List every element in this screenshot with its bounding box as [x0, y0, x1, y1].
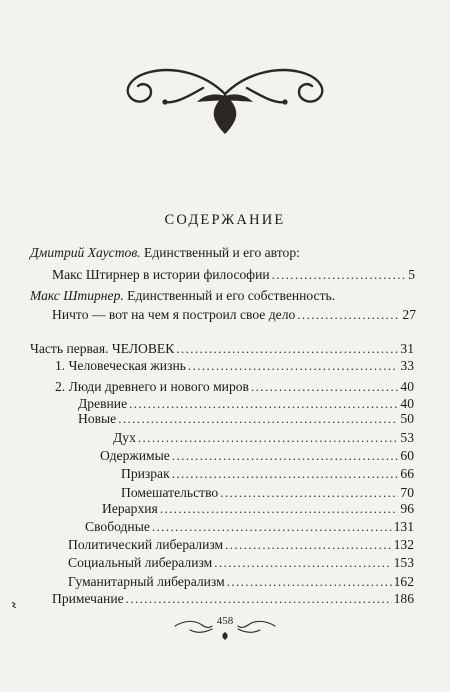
toc-entry-free	[85, 518, 414, 536]
page-number: 27	[402, 307, 416, 322]
entry-label: Часть первая. ЧЕЛОВЕК	[30, 341, 175, 356]
leader-dots	[251, 378, 398, 396]
toc-entry-spirit	[113, 429, 414, 447]
entry-label: Примечание	[52, 591, 124, 606]
page-number: 96	[400, 501, 414, 516]
toc-entry-hierarchy	[102, 500, 414, 518]
page-number: 33	[400, 358, 414, 373]
leader-dots	[227, 573, 392, 591]
page-number-footer: 458	[216, 615, 234, 627]
page-number: 31	[400, 341, 414, 356]
leader-dots	[172, 465, 399, 483]
leader-dots	[126, 590, 392, 608]
entry-label: Гуманитарный либерализм	[68, 574, 225, 589]
intro-author-2: Макс Штирнер.	[30, 288, 124, 303]
toc-entry-possessed	[100, 447, 414, 465]
page-number: 53	[400, 430, 414, 445]
leader-dots	[138, 429, 399, 447]
intro-entry-1-line1	[30, 244, 300, 262]
toc-entry-humanitarian-liberalism	[68, 573, 414, 591]
page-number: 5	[408, 267, 415, 282]
page-number: 40	[400, 379, 414, 394]
page-number: 162	[393, 574, 414, 589]
intro-entry-2	[52, 306, 416, 324]
toc-entry-chapter-2	[55, 378, 414, 396]
toc-entry-moderns	[78, 410, 414, 428]
leader-dots	[188, 357, 398, 375]
leader-dots	[225, 536, 391, 554]
page-number: 132	[393, 537, 414, 552]
intro-title-1-part1: Единственный и его автор:	[140, 245, 300, 260]
page-number: 66	[400, 466, 414, 481]
entry-label: Помешательство	[121, 485, 219, 500]
entry-label: 2. Люди древнего и нового миров	[55, 379, 249, 394]
page-number: 131	[393, 519, 414, 534]
intro-author-1: Дмитрий Хаустов.	[30, 245, 141, 260]
intro-title-2-part2: Ничто — вот на чем я построил свое дело	[52, 307, 296, 322]
toc-entry-ghost	[121, 465, 414, 483]
intro-title-1-part2: Макс Штирнер в истории философии	[52, 267, 270, 282]
entry-label: 1. Человеческая жизнь	[55, 358, 186, 373]
intro-entry-2-line1	[30, 287, 335, 305]
entry-label: Одержимые	[100, 448, 170, 463]
entry-label: Политический либерализм	[68, 537, 224, 552]
leader-dots	[272, 266, 407, 284]
toc-entry-political-liberalism	[68, 536, 414, 554]
page-number: 40	[400, 396, 414, 411]
page-number: 50	[400, 411, 414, 426]
intro-entry-1	[52, 266, 415, 284]
toc-heading: СОДЕРЖАНИЕ	[164, 212, 286, 228]
toc-entry-part-one	[30, 340, 414, 358]
leader-dots	[118, 410, 398, 428]
entry-label: Древние	[78, 396, 128, 411]
leader-dots	[297, 306, 400, 324]
toc-entry-social-liberalism	[68, 554, 414, 572]
entry-label: Социальный либерализм	[68, 555, 213, 570]
leader-dots	[176, 340, 398, 358]
leader-dots	[214, 554, 391, 572]
page-number: 60	[400, 448, 414, 463]
intro-title-2-part1: Единственный и его собственность.	[123, 288, 336, 303]
leader-dots	[152, 518, 392, 536]
toc-entry-note	[52, 590, 414, 608]
toc-entry-chapter-1	[55, 357, 414, 375]
entry-label: Новые	[78, 411, 117, 426]
page-number: 70	[400, 485, 414, 500]
page-number: 153	[393, 555, 414, 570]
entry-label: Дух	[113, 430, 136, 445]
entry-label: Свободные	[85, 519, 150, 534]
entry-label: Иерархия	[102, 501, 158, 516]
entry-label: Призрак	[121, 466, 170, 481]
leader-dots	[172, 447, 399, 465]
margin-mark-icon	[10, 600, 18, 610]
leader-dots	[160, 500, 399, 518]
page-number: 186	[393, 591, 414, 606]
